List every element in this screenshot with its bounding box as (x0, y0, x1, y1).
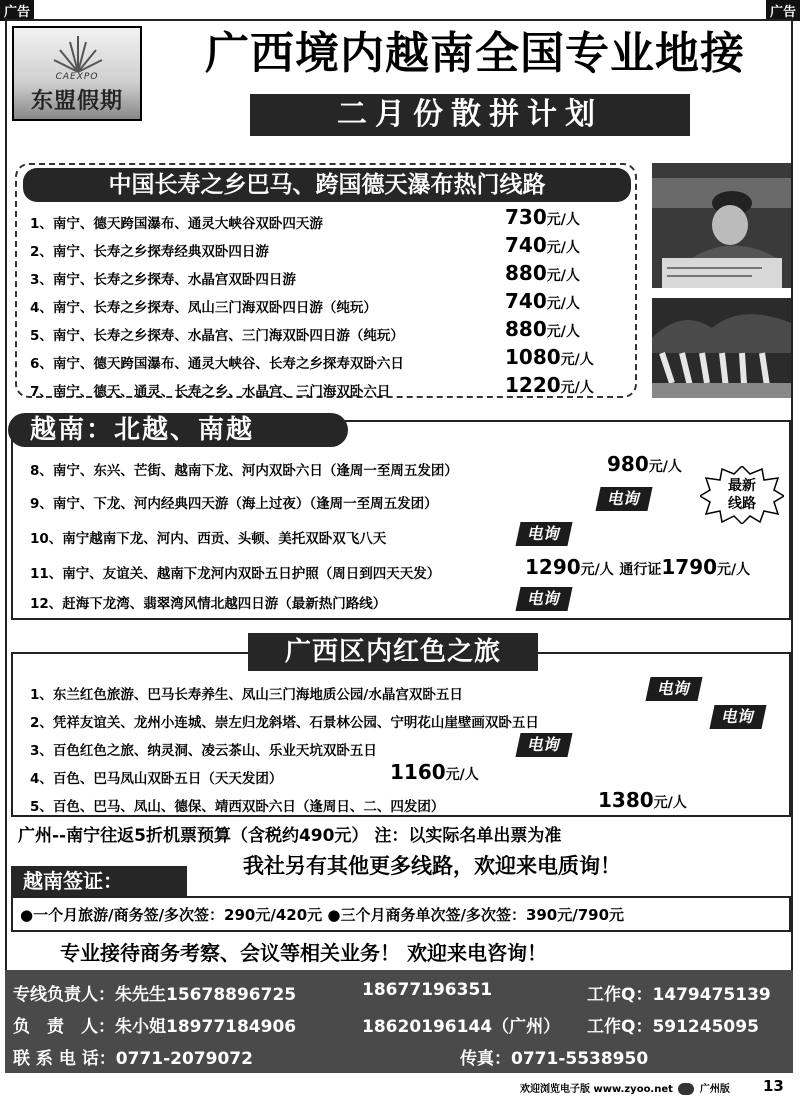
contact-phone-1: 18677196351 (362, 980, 493, 1000)
route-item: 5、南宁、长寿之乡探寿、水晶宫、三门海双卧四日游（纯玩） (30, 328, 404, 344)
route-price: 1160元/人 (390, 760, 479, 784)
contact-manager-1: 专线负责人：朱先生15678896725 (13, 985, 297, 1005)
section-red-tour-heading: 广西区内红色之旅 (248, 633, 538, 671)
route-price: 1080元/人 (505, 345, 594, 369)
more-routes-note: 我社另有其他更多线路，欢迎来电质询！ (243, 854, 621, 878)
route-price: 980元/人 (607, 452, 682, 476)
logo-name: 东盟假期 (30, 89, 123, 114)
route-item: 10、南宁越南下龙、河内、西贡、头顿、美托双卧双飞八天 (30, 531, 387, 547)
contact-qq-2: 工作Q：591245095 (587, 1017, 759, 1037)
elder-writing-photo (652, 163, 791, 288)
route-item: 6、南宁、德天跨国瀑布、通灵大峡谷、长寿之乡探寿双卧六日 (30, 356, 404, 372)
contact-tel: 联 系 电 话：0771-2079072 (13, 1049, 253, 1069)
zyoo-logo-icon (678, 1083, 694, 1095)
route-item: 9、南宁、下龙、河内经典四天游（海上过夜）（逢周一至周五发团） (30, 496, 438, 512)
route-item: 8、南宁、东兴、芒街、越南下龙、河内双卧六日（逢周一至周五发团） (30, 463, 458, 479)
contact-phone-2: 18620196144（广州） (362, 1017, 561, 1037)
newest-route-text: 最新线路 (728, 478, 756, 512)
route-item: 7、南宁、德天、通灵、长寿之乡、水晶宫、三门海双卧六日 (30, 384, 391, 400)
consult-badge: 电询 (645, 677, 702, 701)
section-vietnam-heading: 越南：北越、南越 (8, 413, 348, 447)
logo-subtext: CAEXPO (55, 72, 99, 82)
route-item: 4、南宁、长寿之乡探寿、凤山三门海双卧四日游（纯玩） (30, 300, 377, 316)
route-item: 4、百色、巴马凤山双卧五日（天天发团） (30, 771, 283, 787)
route-price: 740元/人 (505, 233, 580, 257)
contact-qq-1: 工作Q：1479475139 (587, 985, 771, 1005)
route-item: 11、南宁、友谊关、越南下龙河内双卧五日护照（周日到四天天发） (30, 566, 441, 582)
page-number: 13 (763, 1077, 784, 1095)
route-price: 1290元/人 通行证1790元/人 (525, 555, 751, 579)
contact-fax: 传真：0771-5538950 (460, 1049, 649, 1069)
route-item: 12、赶海下龙湾、翡翠湾风情北越四日游（最新热门路线） (30, 596, 387, 612)
consult-badge: 电询 (515, 522, 572, 546)
waterfall-photo (652, 298, 791, 398)
contact-panel (5, 970, 793, 1073)
caexpo-logo-icon (48, 32, 108, 74)
route-item: 1、南宁、德天跨国瀑布、通灵大峡谷双卧四天游 (30, 216, 323, 232)
section-vietnam-box (11, 420, 791, 620)
main-title: 广西境内越南全国专业地接 (205, 28, 745, 79)
consult-badge: 电询 (515, 733, 572, 757)
consult-badge: 电询 (595, 487, 652, 511)
route-item: 1、东兰红色旅游、巴马长寿养生、凤山三门海地质公园/水晶宫双卧五日 (30, 687, 463, 703)
company-logo (12, 26, 142, 121)
subtitle-banner: 二月份散拼计划 (250, 94, 690, 136)
newest-route-badge (700, 466, 784, 524)
route-item: 2、凭祥友谊关、龙州小连城、崇左归龙斜塔、石景林公园、宁明花山崖壁画双卧五日 (30, 715, 539, 731)
ad-tag-left: 广告 (0, 0, 34, 21)
route-price: 880元/人 (505, 261, 580, 285)
section-bama-heading: 中国长寿之乡巴马、跨国德天瀑布热门线路 (23, 168, 631, 202)
route-item: 3、百色红色之旅、纳灵洞、凌云茶山、乐业天坑双卧五日 (30, 743, 377, 759)
airfare-note: 广州--南宁往返5折机票预算（含税约490元） 注：以实际名单出票为准 (18, 826, 562, 846)
consult-badge: 电询 (709, 705, 766, 729)
business-slogan: 专业接待商务考察、会议等相关业务！ 欢迎来电咨询！ (60, 941, 547, 965)
route-item: 5、百色、巴马、凤山、德保、靖西双卧六日（逢周日、二、四发团） (30, 799, 445, 815)
consult-badge: 电询 (515, 587, 572, 611)
route-item: 3、南宁、长寿之乡探寿、水晶宫双卧四日游 (30, 272, 296, 288)
visa-heading: 越南签证： (11, 866, 187, 896)
route-item: 2、南宁、长寿之乡探寿经典双卧四日游 (30, 244, 269, 260)
route-price: 880元/人 (505, 317, 580, 341)
route-price: 740元/人 (505, 289, 580, 313)
visa-prices: ●一个月旅游/商务签/多次签：290元/420元 ●三个月商务单次签/多次签：390元/790元 (20, 906, 625, 924)
route-price: 1220元/人 (505, 373, 594, 397)
contact-manager-2: 负 责 人：朱小姐18977184906 (13, 1017, 297, 1037)
footer-text: 欢迎浏览电子版 www.zyoo.net 广州版 (520, 1084, 730, 1095)
route-price: 1380元/人 (598, 788, 687, 812)
route-price: 730元/人 (505, 205, 580, 229)
ad-tag-right: 广告 (766, 0, 800, 21)
